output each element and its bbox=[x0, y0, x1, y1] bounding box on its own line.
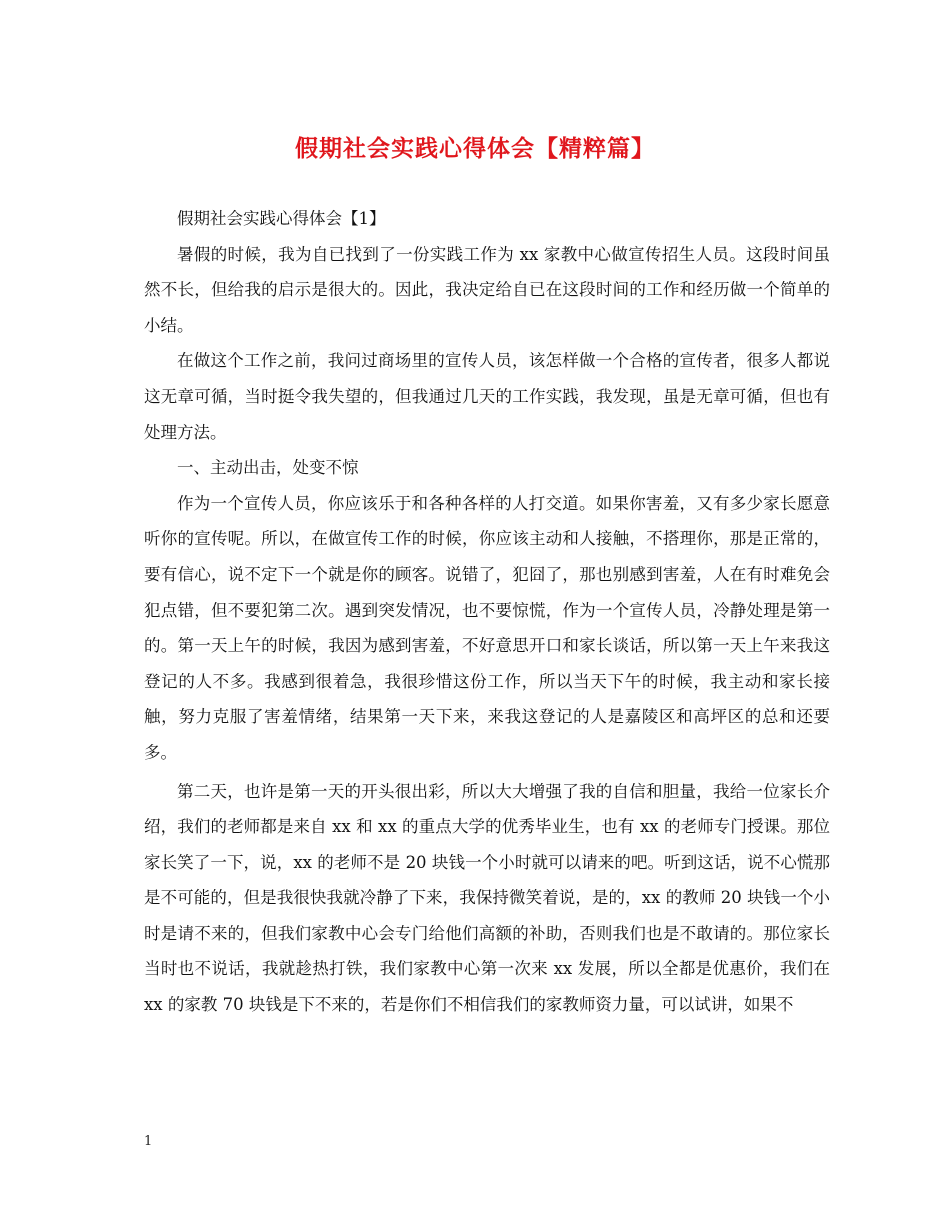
subheading: 一、主动出击，处变不惊 bbox=[177, 458, 359, 478]
document-body bbox=[144, 201, 830, 1023]
section-heading: 假期社会实践心得体会【1】 bbox=[177, 209, 386, 228]
paragraph: 暑假的时候，我为自已找到了一份实践工作为 xx 家教中心做宣传招生人员。这段时间虽然不长，但给我的启示是很大的。因此，我决定给自已在这段时间的工作和经历做一个简单的小结。 bbox=[144, 244, 830, 335]
page-number: 1 bbox=[144, 1134, 153, 1149]
paragraph: 在做这个工作之前，我问过商场里的宣传人员，该怎样做一个合格的宣传者，很多人都说这无章可循，当时挺令我失望的，但我通过几天的工作实践，我发现，虽是无章可循，但也有处理方法。 bbox=[144, 351, 830, 442]
document-title: 假期社会实践心得体会【精粹篇】 bbox=[295, 135, 655, 162]
paragraph: 作为一个宣传人员，你应该乐于和各种各样的人打交道。如果你害羞，又有多少家长愿意听你的宣传呢。所以，在做宣传工作的时候，你应该主动和人接触，不搭理你，那是正常的，要有信心，说不定下一个就是你的顾客。说错了，犯囧了，那也别感到害羞，人在有时难免会犯点错，但不要犯第二次。遇到突发情况，也不要惊慌，作为一个宣传人员，冷静处理是第一的。第一天上午的时候，我因为感到害羞，不好意思开口和家长谈话，所以第一天上午来我这登记的人不多。我感到很着急，我很珍惜这份工作，所以当天下午的时候，我主动和家长接触，努力克服了害羞情绪，结果第一天下来，来我这登记的人是嘉陵区和高坪区的总和还要多。 bbox=[144, 493, 830, 762]
paragraph: 第二天，也许是第一天的开头很出彩，所以大大增强了我的自信和胆量，我给一位家长介绍，我们的老师都是来自 xx 和 xx 的重点大学的优秀毕业生，也有 xx 的老师专门授课。那位家长笑了一下，说，xx 的老师不是 20 块钱一个小时就可以请来的吧。听到这话，说不心慌那是不可能的，但是我很快我就冷静了下来，我保持微笑着说，是的，xx 的教师 20 块钱一个小时是请不来的，但我们家教中心会专门给他们高额的补助，否则我们也是不敢请的。那位家长当时也不说话，我就趁热打铁，我们家教中心第一次来 xx 发展，所以全都是优惠价，我们在 xx 的家教 70 块钱是下不来的，若是你们不相信我们的家教师资力量，可以试讲，如果不 bbox=[144, 781, 830, 1015]
